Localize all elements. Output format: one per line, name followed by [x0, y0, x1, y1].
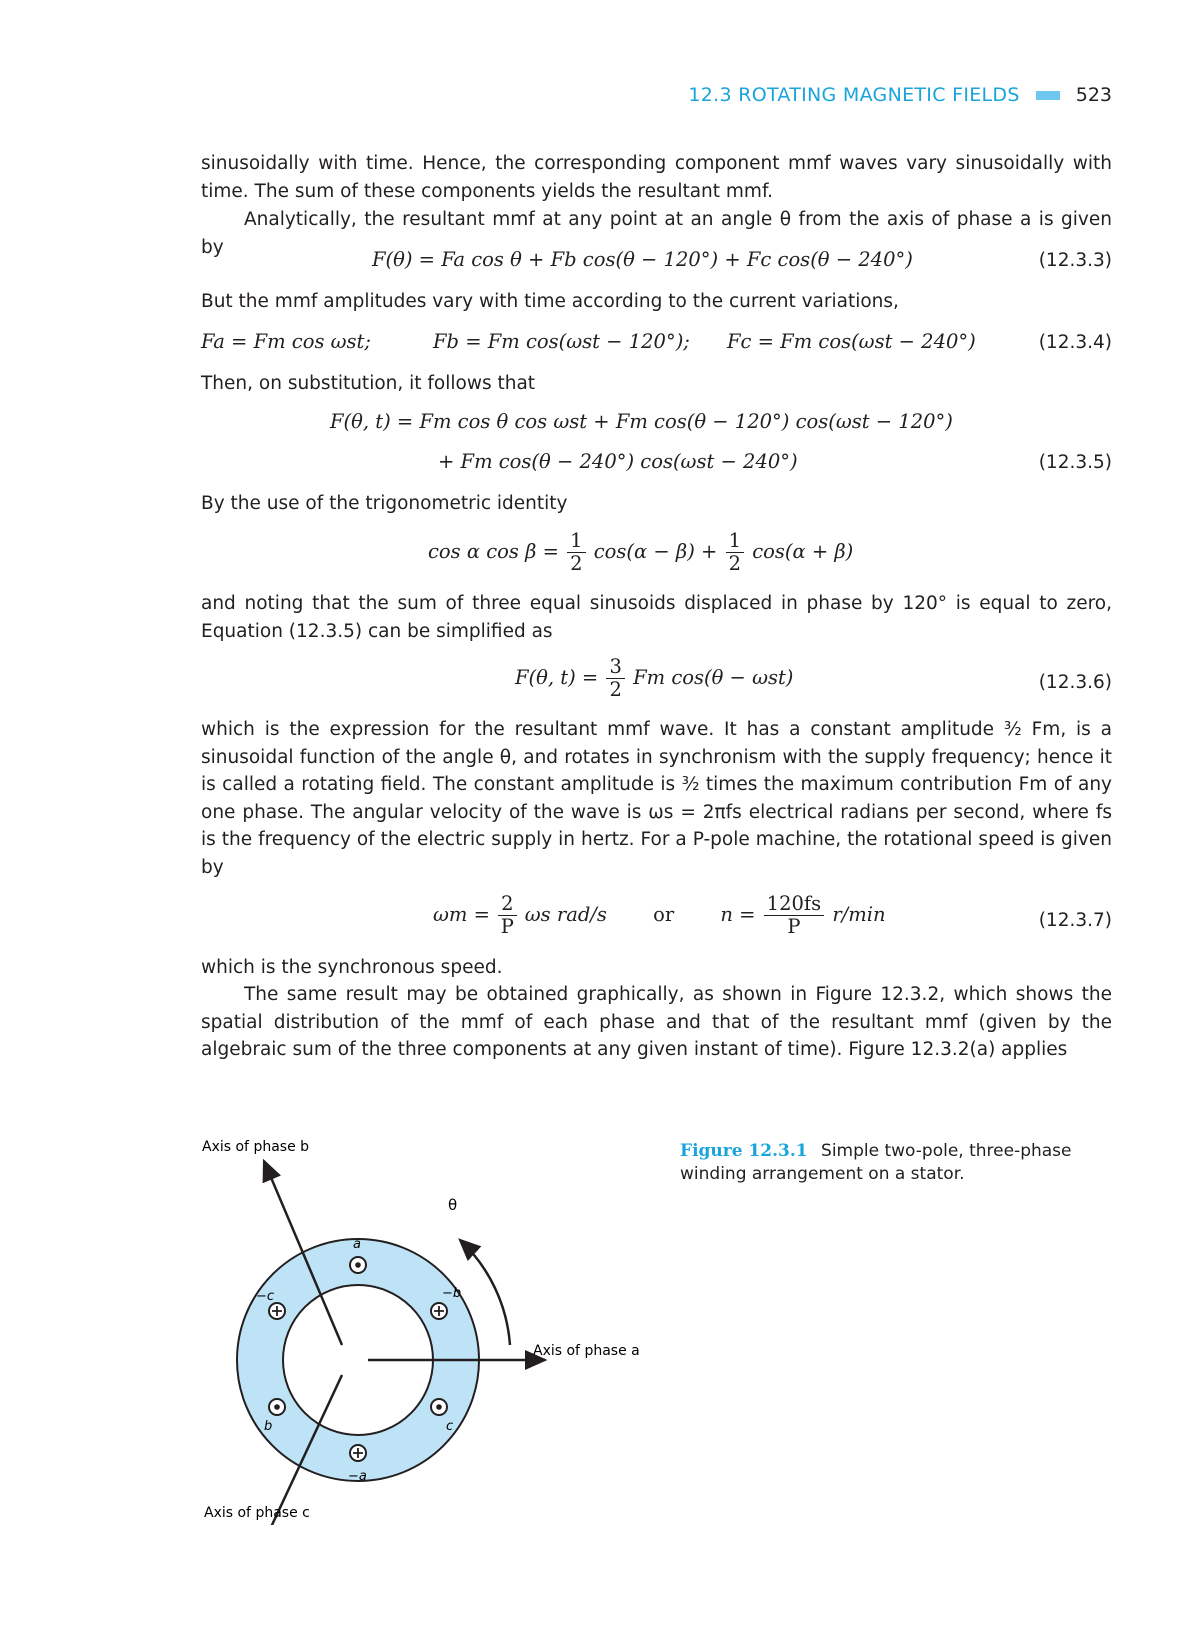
- eq7-fraction-2: $\frac{120fs}{P}$: [764, 893, 824, 938]
- equation-number-12-3-7: (12.3.7): [1038, 910, 1112, 931]
- eq6-lhs: F(θ, t) =: [515, 666, 599, 689]
- equation-12-3-4-b: Fb = Fm cos(ωst − 120°);: [433, 330, 690, 353]
- equation-12-3-5-line-2: + Fm cos(θ − 240°) cos(ωst − 240°): [438, 450, 798, 473]
- identity-fraction-2: $\frac{1}{2}$: [726, 530, 744, 575]
- equation-number-12-3-5: (12.3.5): [1038, 452, 1112, 473]
- page-number: 523: [1075, 84, 1112, 106]
- coil-neg-a: [350, 1445, 366, 1461]
- section-title: 12.3 ROTATING MAGNETIC FIELDS: [688, 84, 1020, 106]
- identity-fraction-1: $\frac{1}{2}$: [567, 530, 585, 575]
- figure-caption: [680, 1140, 1112, 1186]
- equation-12-3-4-c: Fc = Fm cos(ωst − 240°): [727, 330, 976, 353]
- coil-label-neg-a: −a: [348, 1469, 367, 1484]
- axis-b-label: Axis of phase b: [202, 1139, 310, 1155]
- paragraph-2: Analytically, the resultant mmf at any point at an angle θ from the axis of phase a is given by: [201, 209, 1112, 258]
- equation-12-3-4-a: Fa = Fm cos ωst;: [201, 330, 371, 353]
- coil-label-neg-c: −c: [256, 1289, 275, 1304]
- coil-neg-b: [431, 1303, 447, 1319]
- coil-neg-c: [269, 1303, 285, 1319]
- eq7-fraction-1: $\frac{2}{P}$: [498, 893, 516, 938]
- trig-identity: [428, 530, 853, 575]
- axis-a-label: Axis of phase a: [533, 1343, 640, 1359]
- eq6-fraction: $\frac{3}{2}$: [606, 656, 624, 701]
- eq7-lhs: ωm =: [433, 903, 490, 926]
- equation-12-3-7: [433, 893, 886, 938]
- equation-number-12-3-3: (12.3.3): [1038, 250, 1112, 271]
- identity-term-1: cos(α − β) +: [593, 540, 718, 563]
- coil-label-neg-b: −b: [442, 1286, 462, 1301]
- axis-c-label: Axis of phase c: [204, 1505, 310, 1521]
- paragraph-3: But the mmf amplitudes vary with time according to the current variations,: [201, 291, 899, 312]
- identity-term-2: cos(α + β): [752, 540, 854, 563]
- paragraph-7: which is the expression for the resultant mmf wave. It has a constant amplitude ³⁄₂ Fm, is a sinusoidal function of the angle θ, and rotates in synchronism with the supply frequency; hence it is called a rotating field. The constant amplitude is ³⁄₂ times the maximum contribution Fm of any one phase. The angular velocity of the wave is ωs = 2πfs electrical radians per second, where fs is the frequency of the electric supply in hertz. For a P-pole machine, the rotational speed is given by: [201, 719, 1112, 878]
- coil-a: [350, 1257, 366, 1273]
- figure-label: Figure 12.3.1: [680, 1141, 808, 1161]
- coil-b: [269, 1399, 285, 1415]
- coil-label-b: b: [264, 1419, 273, 1434]
- paragraph-6: and noting that the sum of three equal sinusoids displaced in phase by 120° is equal to zero, Equation (12.3.5) can be simplified as: [201, 593, 1112, 642]
- figure-caption-text: Simple two-pole, three-phase winding arrangement on a stator.: [680, 1141, 1072, 1184]
- running-header: [688, 84, 1112, 106]
- equation-12-3-5-line-1: F(θ, t) = Fm cos θ cos ωst + Fm cos(θ − 120°) cos(ωst − 120°): [330, 410, 953, 433]
- identity-lhs: cos α cos β =: [428, 540, 559, 563]
- figure-12-3-1: [190, 1125, 670, 1529]
- paragraph-1: sinusoidally with time. Hence, the corresponding component mmf waves vary sinusoidally with time. The sum of these components yields the resultant mmf.: [201, 153, 1112, 202]
- eq7-or: or: [653, 903, 675, 926]
- equation-number-12-3-4: (12.3.4): [1038, 332, 1112, 353]
- header-bar-ornament: [1036, 91, 1060, 100]
- equation-12-3-3: F(θ) = Fa cos θ + Fb cos(θ − 120°) + Fc cos(θ − 240°): [372, 248, 913, 271]
- coil-c: [431, 1399, 447, 1415]
- theta-label: θ: [448, 1196, 458, 1214]
- eq7-unit: r/min: [832, 903, 886, 926]
- coil-label-c: c: [446, 1419, 454, 1434]
- coil-label-a: a: [353, 1237, 361, 1252]
- paragraph-8: which is the synchronous speed.: [201, 957, 503, 978]
- paragraph-9: The same result may be obtained graphically, as shown in Figure 12.3.2, which shows the spatial distribution of the mmf of each phase and that of the resultant mmf (given by the algebraic sum of the three components at any given instant of time). Figure 12.3.2(a) applies: [201, 984, 1112, 1060]
- paragraph-5: By the use of the trigonometric identity: [201, 493, 568, 514]
- stator-winding-diagram: [190, 1125, 670, 1525]
- eq7-n: n =: [720, 903, 756, 926]
- eq7-rhs: ωs rad/s: [524, 903, 607, 926]
- equation-number-12-3-6: (12.3.6): [1038, 672, 1112, 693]
- equation-12-3-6: [515, 656, 793, 701]
- eq6-rhs: Fm cos(θ − ωst): [633, 666, 794, 689]
- paragraph-4: Then, on substitution, it follows that: [201, 373, 536, 394]
